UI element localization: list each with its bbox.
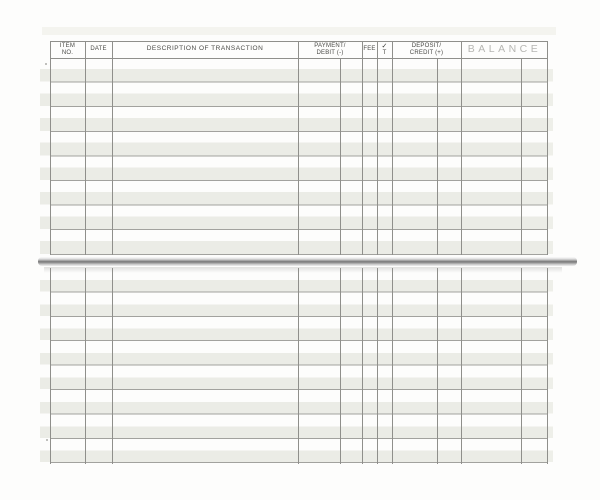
column-line-check-deposit <box>392 41 393 255</box>
register-table-top <box>50 41 548 255</box>
column-line-payment-fee <box>362 41 363 255</box>
item-no-label-line1: ITEM <box>59 43 76 49</box>
scan-speck <box>45 63 47 65</box>
column-line-left-edge <box>50 268 51 464</box>
table-top-border <box>50 41 548 42</box>
column-header-row <box>50 41 548 58</box>
deposit-label-line1: DEPOSIT/ <box>411 43 442 49</box>
checkmark-icon: ✓ <box>381 43 388 50</box>
partial-row-stripe <box>42 27 556 35</box>
date-label: DATE <box>90 46 107 53</box>
column-line-fee-check <box>377 41 378 255</box>
column-line-left-edge <box>50 41 51 255</box>
column-line-item-date <box>85 41 86 255</box>
column-line-payment-fee <box>362 268 363 464</box>
column-header-description <box>112 41 298 58</box>
column-line-fee-check <box>377 268 378 464</box>
column-line-check-deposit <box>392 268 393 464</box>
column-line-deposit-balance <box>461 268 462 464</box>
deposit-label-line2: CREDIT (+) <box>409 49 444 56</box>
register-rows-bottom <box>50 268 548 464</box>
column-line-description-payment <box>298 41 299 255</box>
column-line-date-description <box>112 41 113 255</box>
register-rows-top <box>50 58 548 255</box>
column-line-deposit-balance <box>461 41 462 255</box>
description-label: DESCRIPTION OF TRANSACTION <box>146 45 264 53</box>
balance-cents-divider <box>521 268 522 464</box>
column-header-deposit-credit <box>392 41 461 58</box>
scan-speck <box>46 439 48 441</box>
column-line-description-payment <box>298 268 299 464</box>
payment-label-line2: DEBIT (-) <box>316 49 344 56</box>
column-header-balance <box>461 41 548 58</box>
payment-cents-divider <box>340 58 341 255</box>
payment-cents-divider <box>340 268 341 464</box>
column-header-date <box>85 41 112 58</box>
deposit-cents-divider <box>437 268 438 464</box>
column-line-item-date <box>85 268 86 464</box>
column-line-right-edge <box>547 268 548 464</box>
shade-overflow-top-left <box>40 58 50 255</box>
balance-label: BALANCE <box>467 43 542 55</box>
column-line-right-edge <box>547 41 548 255</box>
header-bottom-border <box>50 58 548 59</box>
column-header-fee <box>362 41 377 58</box>
payment-label-line1: PAYMENT/ <box>314 43 346 49</box>
check-t-label: T <box>382 50 387 56</box>
register-table-bottom <box>50 268 548 464</box>
shade-overflow-top-right <box>548 58 553 255</box>
fee-label: FEE <box>363 46 376 53</box>
column-header-payment-debit <box>298 41 362 58</box>
shade-overflow-bottom-right <box>548 268 553 464</box>
column-line-date-description <box>112 268 113 464</box>
shade-overflow-bottom-left <box>40 268 50 464</box>
balance-cents-divider <box>521 58 522 255</box>
binding-bar <box>38 257 577 266</box>
deposit-cents-divider <box>437 58 438 255</box>
column-header-item-no <box>50 41 85 58</box>
column-header-check-t <box>377 41 392 58</box>
item-no-label-line2: NO. <box>61 49 74 56</box>
